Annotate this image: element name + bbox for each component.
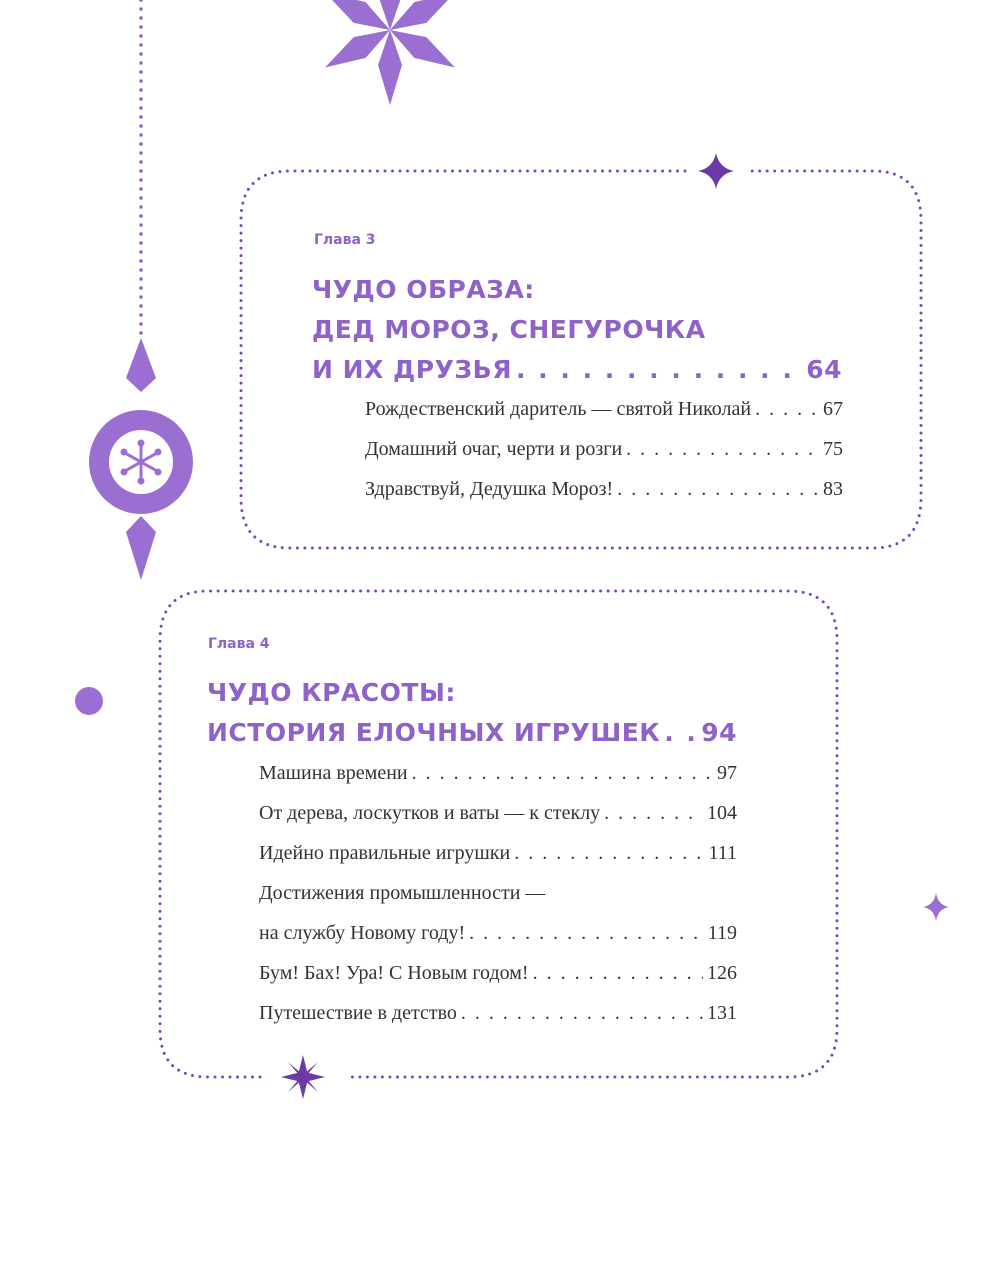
chapter-4-title-line-2: ИСТОРИЯ ЕЛОЧНЫХ ИГРУШЕК . . . 94 — [207, 713, 737, 753]
toc-entry[interactable] — [259, 953, 737, 993]
leader-dots — [755, 389, 819, 429]
toc-entry[interactable] — [259, 993, 737, 1033]
toc-entry-title: на службу Новому году! — [259, 922, 466, 944]
toc-entry-title: Путешествие в детство — [259, 1002, 457, 1024]
toc-entry-title: От дерева, лоскутков и ваты — к стеклу — [259, 802, 601, 824]
toc-entry[interactable] — [259, 833, 737, 873]
toc-entry-page: 126 — [707, 962, 737, 984]
chapter-4-title — [207, 673, 737, 753]
toc-entry-title: Здравствуй, Дедушка Мороз! — [365, 478, 614, 500]
leader-dots — [617, 469, 819, 509]
leader-dots — [533, 953, 703, 993]
chapter-3-title-line-2: ДЕД МОРОЗ, СНЕГУРОЧКА — [312, 315, 706, 344]
toc-entry-page: 111 — [708, 842, 737, 864]
toc-entry-page: 83 — [823, 478, 843, 500]
leader-dots — [604, 793, 703, 833]
leader-dots — [461, 993, 703, 1033]
toc-entry-title: Рождественский даритель — святой Николай — [365, 398, 752, 420]
toc-entry[interactable] — [259, 793, 737, 833]
starburst-icon — [281, 1055, 325, 1099]
chapter-4-label: Глава 4 — [208, 636, 270, 652]
toc-entry-title: Бум! Бах! Ура! С Новым годом! — [259, 962, 529, 984]
toc-entry[interactable] — [365, 469, 843, 509]
chapter-4-page: 94 — [701, 718, 737, 747]
leader-dots — [412, 753, 713, 793]
chapter-3-title — [312, 270, 842, 390]
toc-entry[interactable] — [259, 913, 737, 953]
leader-dots — [516, 350, 802, 390]
toc-entry-title: Идейно правильные игрушки — [259, 842, 511, 864]
toc-entry-title: Домашний очаг, черти и розги — [365, 438, 623, 460]
chapter-4-entries — [259, 753, 737, 1033]
leader-dots — [664, 713, 697, 753]
toc-entry-page: 131 — [707, 1002, 737, 1024]
chapter-4-title-line-1: ЧУДО КРАСОТЫ: — [207, 678, 456, 707]
toc-entry-page: 75 — [823, 438, 843, 460]
toc-entry-continued[interactable] — [259, 873, 737, 913]
dot-icon — [75, 687, 103, 715]
chapter-3-label: Глава 3 — [314, 232, 376, 248]
toc-entry-page: 119 — [707, 922, 737, 944]
toc-entry[interactable] — [365, 429, 843, 469]
leader-dots — [626, 429, 819, 469]
toc-entry[interactable] — [259, 753, 737, 793]
sparkle-icon — [698, 153, 734, 189]
chapter-3-title-line-3: И ИХ ДРУЗЬЯ . . . 64 — [312, 350, 842, 390]
chapter-3-page: 64 — [806, 355, 842, 384]
toc-entry-title: Достижения промышленности — — [259, 882, 546, 904]
snowflake-icon — [319, 0, 461, 105]
small-sparkle-icon — [923, 893, 949, 921]
toc-entry-title: Машина времени — [259, 762, 408, 784]
toc-entry-page: 67 — [823, 398, 843, 420]
leader-dots — [469, 913, 704, 953]
toc-entry-page: 104 — [707, 802, 737, 824]
chapter-3-entries — [365, 389, 843, 509]
chapter-3-title-line-1: ЧУДО ОБРАЗА: — [312, 275, 535, 304]
toc-entry-page: 97 — [717, 762, 737, 784]
leader-dots — [514, 833, 704, 873]
ornament-ball-icon — [89, 338, 193, 580]
toc-entry[interactable] — [365, 389, 843, 429]
